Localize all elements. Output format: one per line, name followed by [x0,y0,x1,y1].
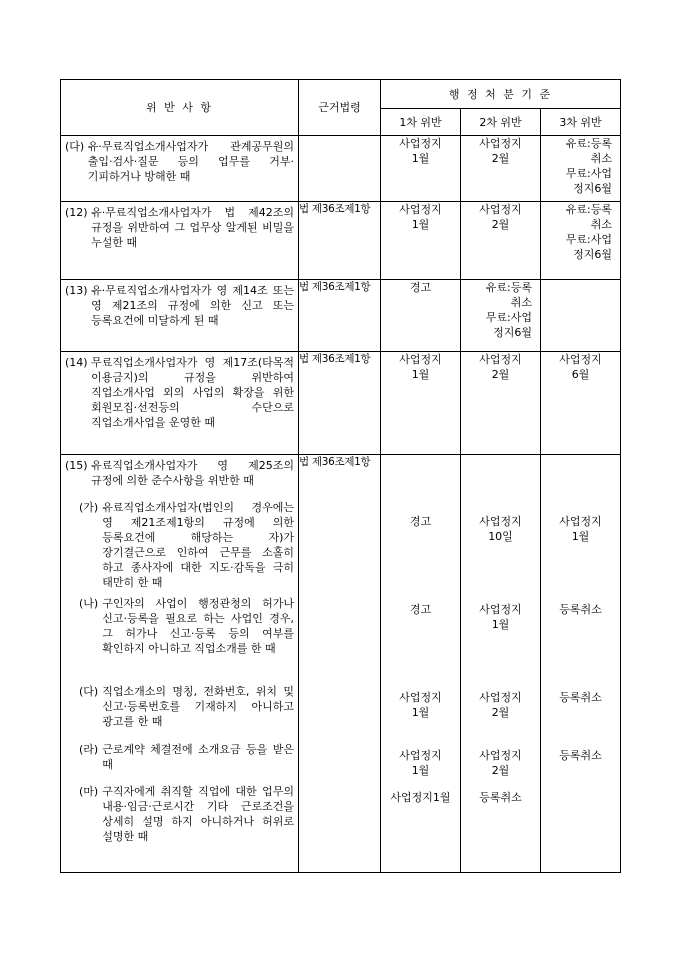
penalty-second: 사업정지 10일 [479,515,522,543]
header-third: 3차 위반 [541,109,621,136]
penalty-second: 사업정지 2월 [461,136,541,202]
header-first: 1차 위반 [381,109,461,136]
sub-item [61,740,298,782]
penalty-third: 유료:등록 취소 무료:사업 정지6월 [541,202,621,280]
sub-item-number: (가) [79,501,99,514]
violation-text: 유·무료직업소개사업자가 법 제42조의 규정을 위반하여 그 업무상 알게된 비밀을 누설한 때 [91,206,294,249]
violation-number: (13) [65,284,92,297]
penalty-first: 사업정지 1월 [381,352,461,455]
penalty-second: 사업정지 2월 [479,691,522,719]
violation-number: (15) [65,459,92,472]
violation-text: 무료직업소개사업자가 영 제17조(타목적 이용금지)의 규정을 위반하여 직업소개사업 외의 사업의 확장을 위한 회원모집·선전등의 수단으로 직업소개사업을 운영한 때 [91,356,294,429]
sub-item [61,498,298,594]
law-cell: 법 제36조제1항 [299,455,381,873]
penalty-third-column [541,455,621,873]
table-row [61,136,621,202]
penalty-second: 등록취소 [479,791,522,804]
penalty-second: 사업정지 2월 [479,749,522,777]
violation-cell [61,280,299,352]
penalty-first: 사업정지 1월 [399,691,442,719]
law-cell: 법 제36조제1항 [299,280,381,352]
sub-item [61,682,298,740]
penalty-first: 사업정지 1월 [381,136,461,202]
header-law: 근거법령 [299,80,381,136]
violation-cell [61,136,299,202]
penalty-third [541,788,620,796]
header-violation: 위 반 사 항 [61,80,299,136]
table-row [61,202,621,280]
sub-item-number: (나) [79,597,99,610]
sub-item [61,782,298,850]
law-cell [299,136,381,202]
sub-item-text: 구인자의 사업이 행정관청의 허가나 신고·등록을 필요로 하는 사업인 경우, 그 허가나 신고·등록 등의 여부를 확인하지 아니하고 직업소개를 한 때 [102,597,294,655]
penalty-third: 등록취소 [559,603,602,616]
header-standard: 행 정 처 분 기 준 [381,80,621,109]
violation-text: 유·무료직업소개사업자가 영 제14조 또는 영 제21조의 규정에 의한 신고 또는 등록요건에 미달하게 된 때 [91,284,294,327]
penalty-first: 사업정지 1월 [399,749,442,777]
penalty-third: 사업정지 6월 [541,352,621,455]
penalty-first: 경고 [381,280,461,352]
violation-number: (다) [65,140,88,153]
penalty-second-column [461,455,541,873]
sub-item-number: (다) [79,685,99,698]
law-cell: 법 제36조제1항 [299,202,381,280]
violation-number: (12) [65,206,92,219]
violation-number: (14) [65,356,92,369]
table-row [61,455,621,873]
sub-item-number: (라) [79,743,99,756]
sub-item-text: 직업소개소의 명칭, 전화번호, 위치 및 신고·등록번호를 기재하지 아니하고 광고를 한 때 [102,685,294,728]
penalty-first: 사업정지1월 [390,791,451,804]
penalty-first: 경고 [409,603,432,616]
penalty-third: 사업정지 1월 [559,515,602,543]
penalty-third [541,280,621,352]
violation-cell [61,202,299,280]
violation-text: 유·무료직업소개사업자가 관계공무원의 출입·검사·질문 등의 업무를 거부·기피하거나 방해한 때 [87,140,294,183]
law-cell: 법 제36조제1항 [299,352,381,455]
penalty-first: 사업정지 1월 [381,202,461,280]
penalty-third: 유료:등록 취소 무료:사업 정지6월 [541,136,621,202]
penalty-second: 사업정지 2월 [461,352,541,455]
penalty-third: 등록취소 [559,691,602,704]
sub-item-text: 유료직업소개사업자(법인의 경우에는 영 제21조제1항의 규정에 의한 등록요건에 해당하는 자)가 장기결근으로 인하여 근무를 소홀히 하고 종사자에 대한 지도·감독을 극히 태만히 한 때 [102,501,294,589]
penalty-standard-table [60,79,621,873]
sub-item [61,594,298,682]
violation-text: 유료직업소개사업자가 영 제25조의 규정에 의한 준수사항을 위반한 때 [91,459,294,487]
sub-item-number: (마) [79,785,99,798]
sub-item-text: 구직자에게 취직할 직업에 대한 업무의 내용·임금·근로시간 기타 근로조건을 상세히 설명 하지 아니하거나 허위로 설명한 때 [102,785,294,843]
penalty-second: 유료:등록 취소 무료:사업 정지6월 [461,280,541,352]
penalty-second: 사업정지 1월 [479,603,522,631]
violation-cell [61,352,299,455]
penalty-third: 등록취소 [559,749,602,762]
penalty-first-column [381,455,461,873]
table-row [61,280,621,352]
violation-cell [61,455,299,873]
penalty-first: 경고 [409,515,432,528]
table-row [61,352,621,455]
header-second: 2차 위반 [461,109,541,136]
sub-item-text: 근로계약 체결전에 소개요금 등을 받은 때 [102,743,294,771]
penalty-second: 사업정지 2월 [461,202,541,280]
